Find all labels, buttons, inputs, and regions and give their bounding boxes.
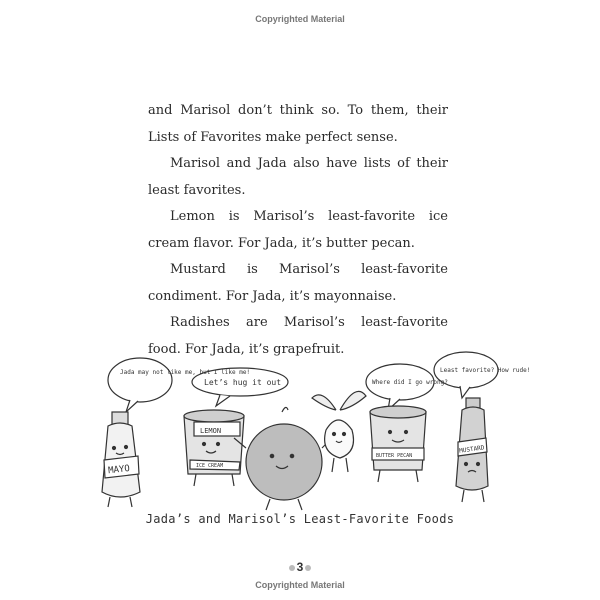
ice-cream-label: ICE CREAM bbox=[196, 463, 224, 469]
mayo-label: MAYO bbox=[107, 464, 131, 477]
paragraph: and Marisol don’t think so. To them, their Lists of Favorites make perfect sense. bbox=[148, 103, 448, 145]
butter-pecan-label: BUTTER PECAN bbox=[376, 453, 413, 459]
speech-bubble-mustard bbox=[434, 352, 498, 398]
least-favorite-foods-illustration bbox=[100, 352, 531, 512]
paragraph: Lemon is Marisol’s least-favorite ice cream flavor. For Jada, it’s butter pecan. bbox=[148, 209, 448, 251]
page-ornament bbox=[305, 565, 311, 571]
lemon-label: LEMON bbox=[200, 427, 222, 435]
paragraph: Radishes are Marisol’s least-favorite food. For Jada, it’s grapefruit. bbox=[148, 315, 448, 357]
copyright-footer: Copyrighted Material bbox=[255, 580, 345, 590]
bubble-text: Where did I go wrong? bbox=[372, 379, 448, 386]
mustard-label: MUSTARD bbox=[458, 444, 485, 455]
page-number-block bbox=[0, 560, 600, 574]
illustration-caption: Jada’s and Marisol’s Least-Favorite Foods bbox=[145, 512, 455, 526]
butter-pecan-ice-cream-tub bbox=[370, 406, 426, 482]
speech-bubble-mayo bbox=[108, 358, 172, 412]
page-ornament bbox=[289, 565, 295, 571]
lemon-ice-cream-tub bbox=[184, 410, 244, 486]
page-number: 3 bbox=[296, 560, 304, 574]
bubble-text: Jada may not like me, but I like me! bbox=[120, 369, 251, 376]
paragraph: Mustard is Marisol’s least-favorite condiment. For Jada, it’s mayonnaise. bbox=[148, 262, 448, 304]
bubble-text: Least favorite? How rude! bbox=[440, 367, 531, 374]
body-text bbox=[148, 98, 448, 363]
mayo-bottle bbox=[102, 412, 140, 507]
copyright-header: Copyrighted Material bbox=[255, 14, 345, 24]
speech-bubble-butter-pecan bbox=[366, 364, 434, 410]
paragraph: Marisol and Jada also have lists of their least favorites. bbox=[148, 156, 448, 198]
grapefruit bbox=[234, 407, 332, 510]
bubble-text: Let’s hug it out bbox=[204, 378, 282, 387]
